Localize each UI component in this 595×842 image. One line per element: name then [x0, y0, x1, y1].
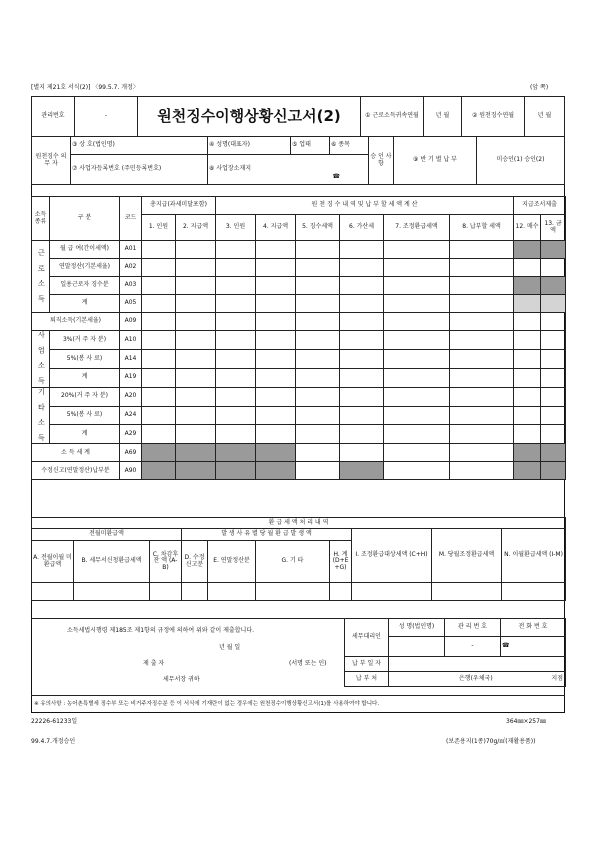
- payee-cell: [389, 672, 566, 687]
- row-code: A90: [120, 462, 142, 480]
- row-label: 수정신고(연말정산)납부분: [32, 462, 120, 480]
- row-code: A19: [120, 368, 142, 387]
- f5-label: ⑤ 업태: [291, 137, 330, 155]
- f4-label: ④ 성명(대표자): [208, 137, 291, 155]
- row-cell[interactable]: [514, 368, 541, 387]
- col-a: A. 전월이월 미환급액: [32, 541, 74, 583]
- head-withholding-calc: 원 천 징 수 내 역 및 납 부 할 세 액 계 산: [216, 197, 514, 215]
- row-cell[interactable]: [216, 387, 256, 406]
- row-cell[interactable]: [296, 368, 340, 387]
- row-cell[interactable]: [541, 241, 566, 259]
- refund-section: [31, 517, 566, 601]
- row-cell[interactable]: [216, 406, 256, 425]
- row-label: 퇴직소득(기본세율): [32, 313, 120, 331]
- col-i: I. 조정환급대상세액 (C+H): [352, 529, 432, 583]
- row-cell[interactable]: [142, 259, 176, 277]
- row-cell[interactable]: [450, 277, 514, 295]
- row-cell[interactable]: [384, 368, 450, 387]
- row-cell[interactable]: [256, 349, 296, 368]
- row-cell[interactable]: [216, 425, 256, 444]
- table-row: [32, 444, 566, 462]
- table-row: [32, 349, 566, 368]
- row-cell[interactable]: [216, 259, 256, 277]
- row-cell[interactable]: [450, 295, 514, 313]
- row-cell[interactable]: [514, 295, 541, 313]
- row-cell[interactable]: [142, 368, 176, 387]
- refund-title: 환 급 세 액 처 리 내 역: [32, 518, 566, 529]
- row-cell[interactable]: [514, 387, 541, 406]
- row-cell[interactable]: [256, 241, 296, 259]
- row-cell[interactable]: [514, 331, 541, 350]
- row-cell[interactable]: [450, 462, 514, 480]
- row-cell[interactable]: [176, 387, 216, 406]
- row-cell[interactable]: [256, 444, 296, 462]
- row-cell[interactable]: [256, 462, 296, 480]
- row-code: A69: [120, 444, 142, 462]
- row-cell[interactable]: [541, 295, 566, 313]
- f8-label: ⑧ 사업장소재지: [209, 165, 252, 173]
- row-cell[interactable]: [216, 313, 256, 331]
- agent-title: 원천징수 의 무 자: [32, 137, 71, 185]
- row-code: A01: [120, 241, 142, 259]
- row-cell[interactable]: [384, 387, 450, 406]
- row-cell[interactable]: [541, 368, 566, 387]
- row-cell[interactable]: [216, 349, 256, 368]
- table-row: [32, 368, 566, 387]
- row-cell[interactable]: [541, 462, 566, 480]
- row-label: 소 득 세 계: [32, 444, 120, 462]
- top-row: [31, 96, 565, 137]
- col-income-type: 소득 종류: [32, 197, 50, 241]
- row-cell[interactable]: [514, 425, 541, 444]
- row-cell[interactable]: [384, 313, 450, 331]
- row-cell[interactable]: [514, 259, 541, 277]
- head-statement: 지급조서제출: [514, 197, 566, 215]
- row-cell[interactable]: [256, 387, 296, 406]
- notice: ※ 유의사항 : 농어촌특별세 징수부 또는 비거주자징수분 등 이 서식에 기재란이 없는 경우에는 원천징수이행상황신고서(1)를 사용하여야 합니다.: [31, 695, 565, 713]
- row-label: 계: [50, 295, 120, 313]
- row-label: 월 급 여(간이세액): [50, 241, 120, 259]
- row-cell[interactable]: [296, 462, 340, 480]
- row-cell[interactable]: [142, 313, 176, 331]
- row-cell[interactable]: [142, 349, 176, 368]
- row-cell[interactable]: [256, 406, 296, 425]
- row-cell[interactable]: [384, 425, 450, 444]
- table-row: [32, 259, 566, 277]
- row-cell[interactable]: [256, 368, 296, 387]
- row-label: 20%(거 주 자 분): [50, 387, 120, 406]
- branch-label: 지점: [551, 675, 563, 682]
- head-total-payment: 총지급(과세미달포함): [142, 197, 216, 215]
- prev-unrefunded: 전월미환급액: [32, 529, 182, 541]
- row-cell[interactable]: [541, 387, 566, 406]
- row-cell[interactable]: [296, 259, 340, 277]
- row-cell[interactable]: [296, 349, 340, 368]
- tax-agent-label: 세무대리인: [345, 619, 389, 657]
- decl-text: 소득세법시행령 제185조 제1항의 규정에 의하여 위와 같이 제출합니다.: [67, 627, 255, 634]
- row-cell[interactable]: [450, 331, 514, 350]
- row-cell[interactable]: [340, 295, 384, 313]
- row-cell[interactable]: [256, 331, 296, 350]
- row-cell[interactable]: [256, 313, 296, 331]
- form-number: [별지 제21호 서식(2)] 〈99.5.7. 개정〉: [31, 84, 139, 91]
- row-cell[interactable]: [340, 368, 384, 387]
- row-cell[interactable]: [340, 277, 384, 295]
- row-cell[interactable]: [142, 241, 176, 259]
- col-b: B. 세무서신청환급세액: [74, 541, 150, 583]
- row-cell[interactable]: [142, 444, 176, 462]
- approval-title: 승 인 사 항: [369, 137, 394, 185]
- row-cell[interactable]: [142, 406, 176, 425]
- f1-value: 년 월: [424, 97, 462, 137]
- row-cell[interactable]: [142, 387, 176, 406]
- main-grid: [31, 196, 566, 480]
- row-label: 계: [50, 368, 120, 387]
- row-label: 3%(거 주 자 분): [50, 331, 120, 350]
- row-cell[interactable]: [541, 444, 566, 462]
- footer-paper: (보존용지(1종)70g/㎡(재활용품)): [446, 738, 536, 745]
- row-cell[interactable]: [340, 349, 384, 368]
- row-label: 5%(봉 사 료): [50, 349, 120, 368]
- table-row: [32, 313, 566, 331]
- sub-col: 8. 납부할 세액: [450, 215, 514, 241]
- f2-label: ② 원천징수연월: [462, 97, 525, 137]
- row-cell[interactable]: [514, 406, 541, 425]
- row-cell[interactable]: [296, 241, 340, 259]
- row-cell[interactable]: [450, 406, 514, 425]
- sub-col: 4. 지급액: [256, 215, 296, 241]
- row-cell[interactable]: [296, 387, 340, 406]
- row-cell[interactable]: [450, 444, 514, 462]
- row-cell[interactable]: [216, 331, 256, 350]
- row-label: 연말정산(기본세율): [50, 259, 120, 277]
- agent-table: [344, 618, 566, 687]
- row-cell[interactable]: [340, 444, 384, 462]
- row-cell[interactable]: [340, 259, 384, 277]
- row-cell[interactable]: [296, 313, 340, 331]
- sign-label: (서명 또는 인): [289, 660, 327, 667]
- row-cell[interactable]: [176, 349, 216, 368]
- group-business: 사 업 소 득: [32, 331, 50, 388]
- row-code: A09: [120, 313, 142, 331]
- agent-dash: -: [445, 637, 501, 657]
- row-cell[interactable]: [296, 444, 340, 462]
- row-cell[interactable]: [450, 241, 514, 259]
- sub-col: 12. 매수: [514, 215, 541, 241]
- sub-col: 7. 조정환급세액: [384, 215, 450, 241]
- row-cell[interactable]: [450, 349, 514, 368]
- col-d: D. 수정신고분: [182, 541, 208, 583]
- row-cell[interactable]: [216, 295, 256, 313]
- row-cell[interactable]: [384, 349, 450, 368]
- agent-section: [31, 136, 565, 185]
- table-row: [32, 406, 566, 425]
- agent-col: 전 화 번 호: [501, 619, 566, 637]
- group-other: 기 타 소 득: [32, 387, 50, 444]
- row-cell[interactable]: [514, 462, 541, 480]
- row-cell[interactable]: [384, 259, 450, 277]
- row-code: A29: [120, 425, 142, 444]
- col-m: M. 당월조정환급세액: [432, 529, 502, 583]
- f6-label: ⑥ 종목: [330, 137, 369, 155]
- row-cell[interactable]: [296, 331, 340, 350]
- row-cell[interactable]: [176, 259, 216, 277]
- row-cell[interactable]: [514, 444, 541, 462]
- row-cell[interactable]: [176, 331, 216, 350]
- row-cell[interactable]: [176, 444, 216, 462]
- row-cell[interactable]: [340, 331, 384, 350]
- row-cell[interactable]: [216, 462, 256, 480]
- row-cell[interactable]: [340, 313, 384, 331]
- submitter-label: 제 출 자: [143, 660, 165, 667]
- sub-col: 1. 인원: [142, 215, 176, 241]
- sub-col: 5. 징수세액: [296, 215, 340, 241]
- f7-label: ⑦ 사업자등록번호 (주민등록번호): [71, 155, 208, 185]
- row-cell[interactable]: [541, 259, 566, 277]
- row-cell[interactable]: [142, 277, 176, 295]
- bank-label: 은행(우체국): [459, 675, 493, 682]
- row-cell[interactable]: [216, 241, 256, 259]
- col-n: N. 이월환급세액 (I-M): [502, 529, 566, 583]
- row-cell[interactable]: [384, 295, 450, 313]
- row-cell[interactable]: [340, 462, 384, 480]
- row-cell[interactable]: [384, 241, 450, 259]
- col-e: E. 연말정산분: [208, 541, 256, 583]
- agent-col: 관 리 번 호: [445, 619, 501, 637]
- row-cell[interactable]: [514, 277, 541, 295]
- footer-approved: 99.4.7.개정승인: [31, 738, 76, 745]
- row-cell[interactable]: [541, 425, 566, 444]
- row-cell[interactable]: [384, 444, 450, 462]
- row-cell[interactable]: [256, 259, 296, 277]
- row-cell[interactable]: [216, 277, 256, 295]
- occur-head: 발 생 사 유 별 당 월 환 급 발 생 액: [182, 529, 352, 541]
- mgmt-label: 관리번호: [32, 97, 75, 137]
- row-code: A20: [120, 387, 142, 406]
- page-side: (앞 쪽): [530, 84, 549, 91]
- row-code: A03: [120, 277, 142, 295]
- row-cell[interactable]: [176, 462, 216, 480]
- f9-value: 미승인(1) 승인(2): [477, 137, 565, 185]
- row-cell[interactable]: [450, 313, 514, 331]
- row-cell[interactable]: [256, 277, 296, 295]
- row-cell[interactable]: [340, 406, 384, 425]
- phone-icon: ☎: [332, 173, 340, 181]
- form-title: 원천징수이행상황신고서(2): [138, 97, 361, 137]
- f9-label: ⑨ 반 기 별 납 부: [394, 137, 477, 185]
- row-cell[interactable]: [340, 425, 384, 444]
- row-cell[interactable]: [296, 425, 340, 444]
- table-row: [32, 241, 566, 259]
- row-code: A05: [120, 295, 142, 313]
- row-cell[interactable]: [176, 277, 216, 295]
- row-cell[interactable]: [384, 406, 450, 425]
- col-category: 구 분: [50, 197, 120, 241]
- row-cell[interactable]: [450, 259, 514, 277]
- col-h: H. 계 (D+E +G): [330, 541, 352, 583]
- row-cell[interactable]: [340, 387, 384, 406]
- row-cell[interactable]: [450, 387, 514, 406]
- f1-label: ① 근로소득귀속연월: [361, 97, 424, 137]
- row-cell[interactable]: [142, 462, 176, 480]
- row-cell[interactable]: [296, 277, 340, 295]
- f8-cell: [208, 155, 369, 185]
- row-cell[interactable]: [176, 313, 216, 331]
- table-row: [32, 277, 566, 295]
- row-cell[interactable]: [514, 349, 541, 368]
- row-cell[interactable]: [176, 425, 216, 444]
- sub-col: 2. 지급액: [176, 215, 216, 241]
- row-cell[interactable]: [142, 425, 176, 444]
- row-cell[interactable]: [384, 331, 450, 350]
- footer-code: 22226-61233일: [31, 718, 78, 725]
- row-code: A24: [120, 406, 142, 425]
- row-cell[interactable]: [256, 295, 296, 313]
- col-g: G. 기 타: [256, 541, 330, 583]
- f2-value: 년 월: [525, 97, 565, 137]
- row-cell[interactable]: [216, 368, 256, 387]
- row-cell[interactable]: [176, 406, 216, 425]
- row-cell[interactable]: [450, 425, 514, 444]
- row-cell[interactable]: [176, 241, 216, 259]
- agent-col: 성 명(법인명): [389, 619, 445, 637]
- row-cell[interactable]: [384, 462, 450, 480]
- f3-label: ③ 상 호(법인명): [71, 137, 208, 155]
- mgmt-value: -: [75, 97, 138, 137]
- row-cell[interactable]: [450, 368, 514, 387]
- row-cell[interactable]: [142, 331, 176, 350]
- row-cell[interactable]: [176, 368, 216, 387]
- sub-col: 6. 가산세: [340, 215, 384, 241]
- footer-size: 364㎜×257㎜: [506, 718, 546, 725]
- row-cell[interactable]: [514, 313, 541, 331]
- col-code: 코드: [120, 197, 142, 241]
- row-cell[interactable]: [176, 295, 216, 313]
- row-cell[interactable]: [514, 241, 541, 259]
- sub-col: 13. 금액: [541, 215, 566, 241]
- table-row: [32, 387, 566, 406]
- paydate-label: 납 부 일 자: [345, 657, 389, 672]
- row-label: 5%(봉 사 료): [50, 406, 120, 425]
- row-code: A02: [120, 259, 142, 277]
- row-cell[interactable]: [384, 277, 450, 295]
- row-cell[interactable]: [216, 444, 256, 462]
- group-earned: 근 로 소 득: [32, 241, 50, 313]
- row-cell[interactable]: [142, 295, 176, 313]
- tax-office: 세무서장 귀하: [163, 676, 200, 683]
- row-label: 계: [50, 425, 120, 444]
- table-row: [32, 295, 566, 313]
- row-label: 일용근로자 징수분: [50, 277, 120, 295]
- row-code: A14: [120, 349, 142, 368]
- row-cell[interactable]: [296, 295, 340, 313]
- payee-label: 납 부 처: [345, 672, 389, 687]
- decl-date: 년 월 일: [219, 644, 241, 651]
- row-cell[interactable]: [256, 425, 296, 444]
- sub-col: 3. 인원: [216, 215, 256, 241]
- phone-icon: ☎: [501, 637, 566, 657]
- row-cell[interactable]: [541, 406, 566, 425]
- table-row: [32, 331, 566, 350]
- col-c: C. 차감후 잔 액 (A-B): [150, 541, 182, 583]
- table-row: [32, 425, 566, 444]
- row-cell[interactable]: [541, 277, 566, 295]
- row-cell[interactable]: [541, 349, 566, 368]
- row-cell[interactable]: [541, 331, 566, 350]
- row-cell[interactable]: [541, 313, 566, 331]
- table-row: [32, 462, 566, 480]
- row-cell[interactable]: [296, 406, 340, 425]
- row-code: A10: [120, 331, 142, 350]
- row-cell[interactable]: [340, 241, 384, 259]
